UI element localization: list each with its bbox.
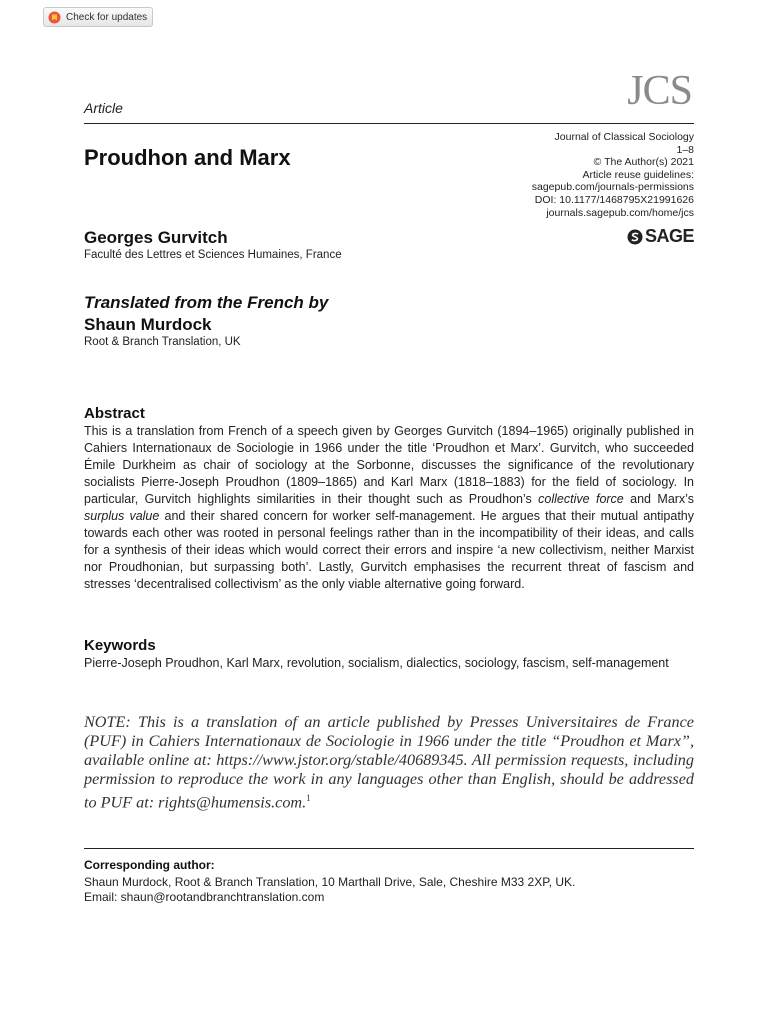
permissions-link[interactable]: sagepub.com/journals-permissions: [531, 181, 694, 194]
footnote-marker[interactable]: 1: [306, 793, 311, 803]
check-for-updates-button[interactable]: [43, 7, 153, 27]
abstract-heading: Abstract: [84, 405, 145, 422]
article-type-label: Article: [84, 100, 123, 116]
check-for-updates-icon: [48, 11, 61, 24]
author-name: Georges Gurvitch: [84, 228, 228, 247]
author-affiliation: Faculté des Lettres et Sciences Humaines, France: [84, 249, 342, 261]
publisher-logo: [627, 226, 694, 247]
translator-name: Shaun Murdock: [84, 315, 212, 334]
corresponding-author-address: Shaun Murdock, Root & Branch Translation, 10 Marthall Drive, Sale, Cheshire M33 2XP, UK.: [84, 875, 576, 889]
header-divider: [84, 123, 694, 124]
abstract-text: This is a translation from French of a speech given by Georges Gurvitch (1894–1965) originally published in Cahiers Internationaux de Sociologie in 1966 under the title ‘Proudhon et Marx’. Gurvitch, who succeeded Émile Durkheim as chair of sociology at the Sorbonne, discusses the significance of the revolutionary socialists Pierre-Joseph Proudhon (1809–1865) and Karl Marx (1818–1883) for the field of sociology. In particular, Gurvitch highlights similarities in their thought such as Proudhon’s collective force and Marx’s surplus value and their shared concern for worker self-management. He argues that their mutual antipathy towards each other was rooted in personal feelings rather than in the incompatibility of their ideas, and calls for a synthesis of their ideas which would correct their errors and inspire ‘a new collectivism, neither Marxist nor Proudhonian, but surpassing both’. Lastly, Gurvitch emphasises the recurrent threat of fascism and stresses ‘decentralised collectivism’ as the only viable alternative going forward.: [84, 424, 694, 591]
translator-affiliation: Root & Branch Translation, UK: [84, 336, 241, 348]
keywords-text: Pierre-Joseph Proudhon, Karl Marx, revolution, socialism, dialectics, sociology, fascism, self-management: [84, 656, 669, 670]
sage-logo-icon: [627, 229, 643, 245]
footer-divider: [84, 848, 694, 849]
journal-homepage-link[interactable]: journals.sagepub.com/home/jcs: [546, 206, 694, 219]
journal-logo: JCS: [627, 68, 692, 114]
translation-label: Translated from the French by: [84, 293, 329, 312]
reuse-guidelines-label: Article reuse guidelines:: [582, 168, 694, 181]
keywords-heading: Keywords: [84, 637, 156, 654]
translation-note-text: NOTE: This is a translation of an article published by Presses Universitaires de France (PUF) in Cahiers Internationaux de Sociologie in 1966 under the title “Proudhon et Marx”, available online at: https://www.jstor.org/stable/40689345. All permission requests, including permission to reproduce the work in any languages other than English, should be addressed to PUF at: rights@humensis.com.: [84, 713, 694, 812]
term-collective-force: collective force: [538, 492, 624, 506]
translation-note: [84, 713, 694, 812]
article-title: Proudhon and Marx: [84, 145, 291, 170]
corresponding-author-email[interactable]: Email: shaun@rootandbranchtranslation.com: [84, 890, 325, 904]
journal-name: Journal of Classical Sociology: [554, 131, 694, 143]
copyright: © The Author(s) 2021: [593, 156, 694, 169]
term-surplus-value: surplus value: [84, 509, 160, 523]
journal-meta: [434, 131, 694, 219]
check-for-updates-label: Check for updates: [66, 11, 148, 23]
page-range: 1–8: [676, 143, 694, 156]
publisher-logo-text: SAGE: [644, 226, 694, 246]
doi[interactable]: DOI: 10.1177/1468795X21991626: [534, 193, 694, 206]
corresponding-author-heading: Corresponding author:: [84, 858, 215, 872]
